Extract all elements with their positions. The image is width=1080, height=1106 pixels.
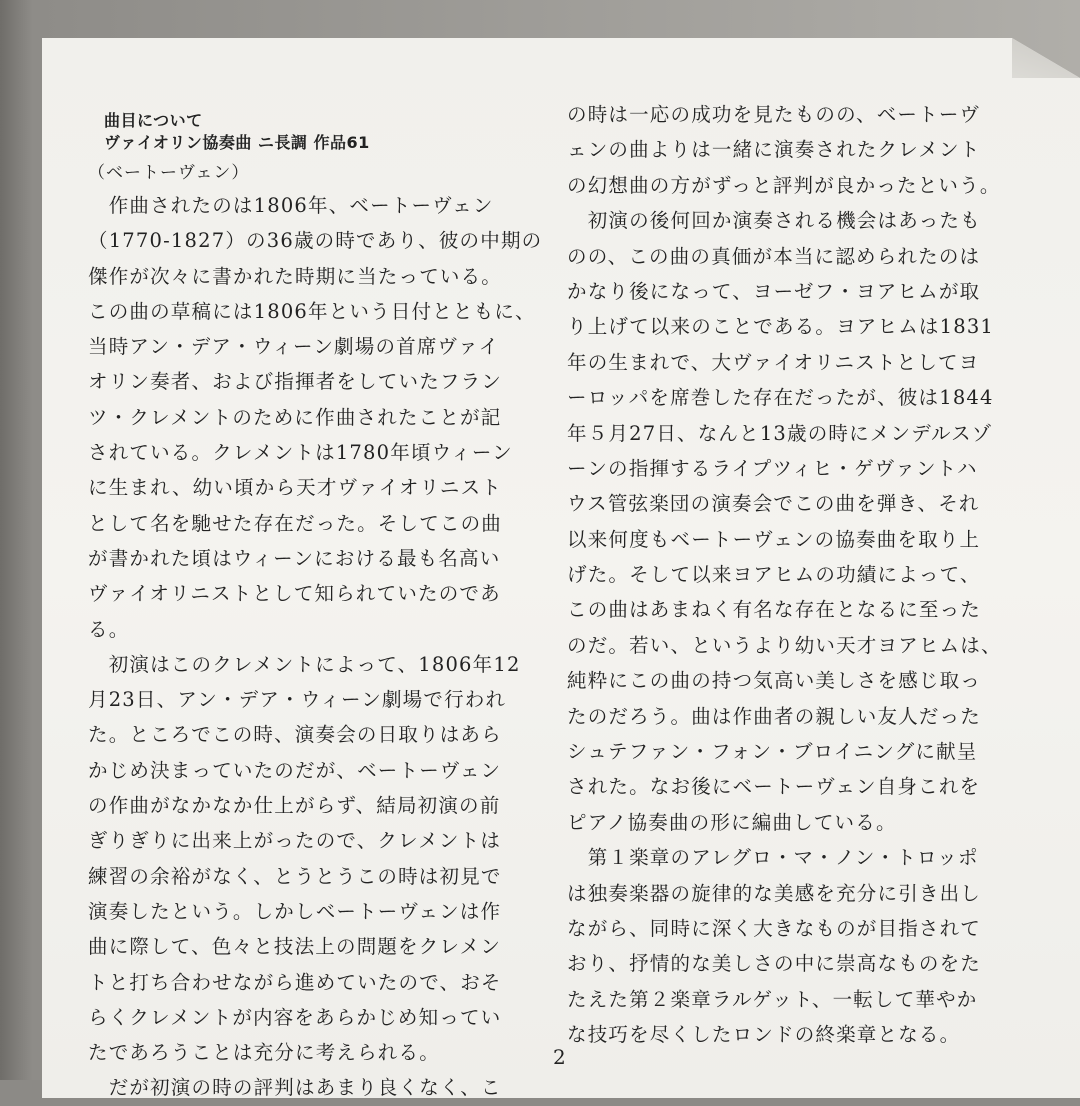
text-line: ヴァイオリニストとして知られていたのであ [88,582,501,606]
left-column [88,110,543,1106]
text-line: げた。そして以来ヨアヒムの功績によって、 [567,563,981,587]
text-line: 以来何度もベートーヴェンの協奏曲を取り上 [567,527,981,551]
left-body-text [88,188,543,1106]
text-line: ウス管弦楽団の演奏会でこの曲を弾き、それ [567,492,980,516]
text-line: の作曲がなかなか仕上がらず、結局初演の前 [88,794,501,818]
text-line: ェンの曲よりは一緒に演奏されたクレメント [567,138,981,162]
text-line: 月23日、アン・デア・ウィーン劇場で行われ [88,688,507,712]
text-line: この曲はあまねく有名な存在となるに至った [567,598,982,622]
text-line: トと打ち合わせながら進めていたので、おそ [88,970,502,994]
text-line: は独奏楽器の旋律的な美感を充分に引き出し [567,881,982,905]
work-title: ヴァイオリン協奏曲 ニ長調 作品61 [104,133,370,152]
text-line: として名を馳せた存在だった。そしてこの曲 [88,511,503,535]
right-column [567,97,1002,1053]
text-line: された。なお後にベートーヴェン自身これを [567,775,981,799]
page-number: 2 [553,1045,566,1069]
text-line: 初演はこのクレメントによって、1806年12 [88,652,521,676]
text-line: たであろうことは充分に考えられる。 [88,1041,440,1065]
text-line: ツ・クレメントのために作曲されたことが記 [88,405,502,429]
text-line: 初演の後何回か演奏される機会はあったも [567,209,981,233]
text-line: ながら、同時に深く大きなものが目指されて [567,916,982,940]
text-line: の幻想曲の方がずっと評判が良かったという。 [567,173,1001,197]
text-line: 年の生まれで、大ヴァイオリニストとしてヨ [567,350,980,374]
text-line: 第１楽章のアレグロ・マ・ノン・トロッポ [567,846,979,870]
composer-name: （ベートーヴェン） [88,163,250,183]
text-line: かなり後になって、ヨーゼフ・ヨアヒムが取 [567,279,981,303]
text-line: のの、この曲の真価が本当に認められたのは [567,244,981,268]
text-line: かじめ決まっていたのだが、ベートーヴェン [88,758,502,782]
section-heading: 曲目について [104,111,203,130]
text-line: の時は一応の成功を見たものの、ベートーヴ [567,103,981,126]
text-line: 当時アン・デア・ウィーン劇場の首席ヴァイ [88,335,500,359]
text-line: 年５月27日、なんと13歳の時にメンデルスゾ [567,421,993,445]
text-line: 傑作が次々に書かれた時期に当たっている。 [88,264,503,288]
text-line: ピアノ協奏曲の形に編曲している。 [567,810,897,834]
text-line: おり、抒情的な美しさの中に崇高なものをた [567,952,982,976]
text-line: たえた第２楽章ラルゲット、一転して華やか [567,987,978,1011]
text-line: が書かれた頃はウィーンにおける最も名高い [88,546,501,570]
text-line: 作曲されたのは1806年、ベートーヴェン [88,194,494,217]
text-line: り上げて以来のことである。ヨアヒムは1831 [567,315,995,339]
text-line: る。 [88,617,130,641]
text-line: この曲の草稿には1806年という日付とともに、 [88,299,536,323]
text-line: ーンの指揮するライプツィヒ・ゲヴァントハ [567,456,978,480]
text-line: 純粋にこの曲の持つ気高い美しさを感じ取っ [567,669,982,693]
text-line: た。ところでこの時、演奏会の日取りはあら [88,723,502,747]
text-line: 演奏したという。しかしベートーヴェンは作 [88,899,502,923]
text-line: 曲に際して、色々と技法上の問題をクレメン [88,935,502,959]
text-line: オリン奏者、および指揮者をしていたフラン [88,370,503,394]
text-line: ーロッパを席巻した存在だったが、彼は1844 [567,386,994,410]
text-line: だが初演の時の評判はあまり良くなく、こ [88,1076,502,1100]
text-line: な技巧を尽くしたロンドの終楽章となる。 [567,1023,961,1047]
text-line: らくクレメントが内容をあらかじめ知ってい [88,1005,502,1029]
text-line: たのだろう。曲は作曲者の親しい友人だった [567,704,982,728]
text-line: されている。クレメントは1780年頃ウィーン [88,441,513,465]
text-line: に生まれ、幼い頃から天才ヴァイオリニスト [88,476,503,500]
text-line: シュテファン・フォン・ブロイニングに献呈 [567,740,978,764]
text-line: のだ。若い、というより幼い天才ヨアヒムは、 [567,633,1002,657]
right-body-text [567,97,1002,1053]
text-line: （1770-1827）の36歳の時であり、彼の中期の [88,229,543,253]
text-line: 練習の余裕がなく、とうとうこの時は初見で [88,864,502,888]
text-line: ぎりぎりに出来上がったので、クレメントは [88,829,502,853]
